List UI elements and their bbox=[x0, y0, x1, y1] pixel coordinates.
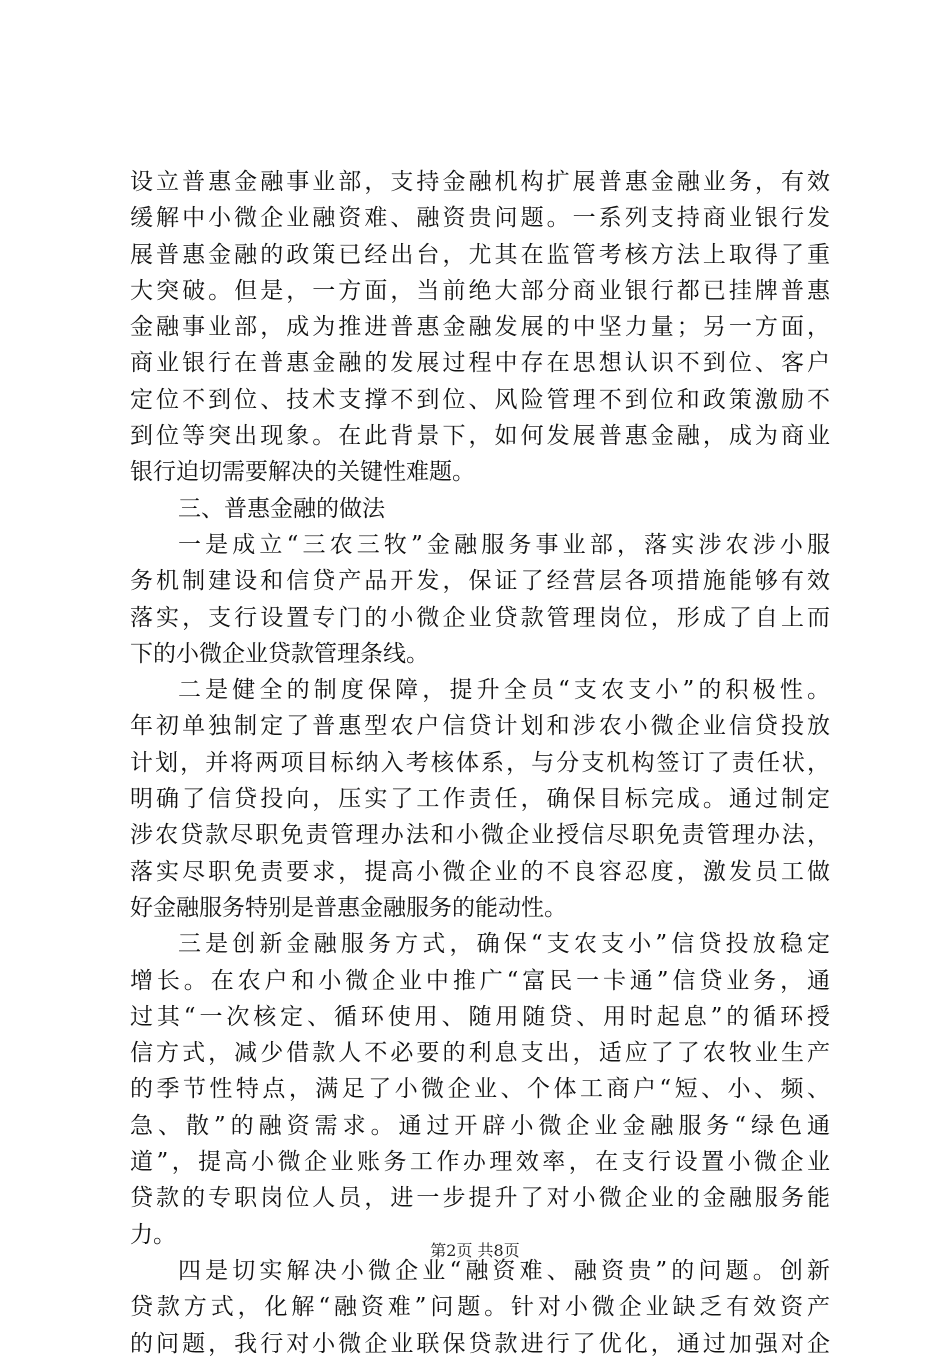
text-line: 展普惠金融的政策已经出台，尤其在监管考核方法上取得了重 bbox=[130, 241, 830, 268]
text-line: 道”，提高小微企业账务工作办理效率，在支行设置小微企业 bbox=[130, 1149, 830, 1176]
text-line: 贷款的专职岗位人员，进一步提升了对小微企业的金融服务能 bbox=[130, 1185, 830, 1212]
text-line: 年初单独制定了普惠型农户信贷计划和涉农小微企业信贷投放 bbox=[130, 713, 830, 740]
text-line: 计划，并将两项目标纳入考核体系，与分支机构签订了责任状， bbox=[130, 749, 830, 776]
text-line: 信方式，减少借款人不必要的利息支出，适应了了农牧业生产 bbox=[130, 1040, 830, 1067]
text-line: 增长。在农户和小微企业中推广“富民一卡通”信贷业务，通 bbox=[130, 967, 830, 994]
text-line: 落实，支行设置专门的小微企业贷款管理岗位，形成了自上而 bbox=[130, 604, 830, 631]
section-heading: 三、普惠金融的做法 bbox=[178, 495, 385, 522]
text-line: 大突破。但是，一方面，当前绝大部分商业银行都已挂牌普惠 bbox=[130, 277, 830, 304]
text-line: 力。 bbox=[130, 1221, 176, 1248]
text-line: 贷款方式，化解“融资难”问题。针对小微企业缺乏有效资产 bbox=[130, 1294, 830, 1321]
text-line: 三是创新金融服务方式，确保“支农支小”信贷投放稳定 bbox=[178, 931, 830, 958]
text-line: 商业银行在普惠金融的发展过程中存在思想认识不到位、客户 bbox=[130, 350, 830, 377]
text-line: 务机制建设和信贷产品开发，保证了经营层各项措施能够有效 bbox=[130, 568, 830, 595]
text-line: 落实尽职免责要求，提高小微企业的不良容忍度，激发员工做 bbox=[130, 858, 830, 885]
text-line: 下的小微企业贷款管理条线。 bbox=[130, 640, 429, 667]
text-line: 四是切实解决小微企业“融资难、融资贵”的问题。创新 bbox=[178, 1257, 830, 1284]
text-line: 二是健全的制度保障，提升全员“支农支小”的积极性。 bbox=[178, 677, 830, 704]
text-line: 的问题，我行对小微企业联保贷款进行了优化，通过加强对企 bbox=[130, 1330, 830, 1357]
text-line: 涉农贷款尽职免责管理办法和小微企业授信尽职免责管理办法， bbox=[130, 822, 830, 849]
text-line: 一是成立“三农三牧”金融服务事业部，落实涉农涉小服 bbox=[178, 531, 830, 558]
text-line: 好金融服务特别是普惠金融服务的能动性。 bbox=[130, 894, 567, 921]
text-line: 到位等突出现象。在此背景下，如何发展普惠金融，成为商业 bbox=[130, 423, 830, 450]
document-body bbox=[130, 164, 830, 1362]
text-line: 的季节性特点，满足了小微企业、个体工商户“短、小、频、 bbox=[130, 1076, 830, 1103]
text-line: 缓解中小微企业融资难、融资贵问题。一系列支持商业银行发 bbox=[130, 205, 830, 232]
page-number: 第2页 共8页 bbox=[430, 1241, 520, 1260]
text-line: 定位不到位、技术支撑不到位、风险管理不到位和政策激励不 bbox=[130, 386, 830, 413]
text-line: 过其“一次核定、循环使用、随用随贷、用时起息”的循环授 bbox=[130, 1003, 830, 1030]
page-footer bbox=[0, 1241, 950, 1261]
text-line: 设立普惠金融事业部，支持金融机构扩展普惠金融业务，有效 bbox=[130, 169, 830, 195]
text-line: 银行迫切需要解决的关键性难题。 bbox=[130, 459, 475, 486]
text-line: 明确了信贷投向，压实了工作责任，确保目标完成。通过制定 bbox=[130, 786, 830, 813]
text-line: 金融事业部，成为推进普惠金融发展的中坚力量；另一方面， bbox=[130, 314, 830, 341]
text-line: 急、散”的融资需求。通过开辟小微企业金融服务“绿色通 bbox=[130, 1112, 830, 1139]
